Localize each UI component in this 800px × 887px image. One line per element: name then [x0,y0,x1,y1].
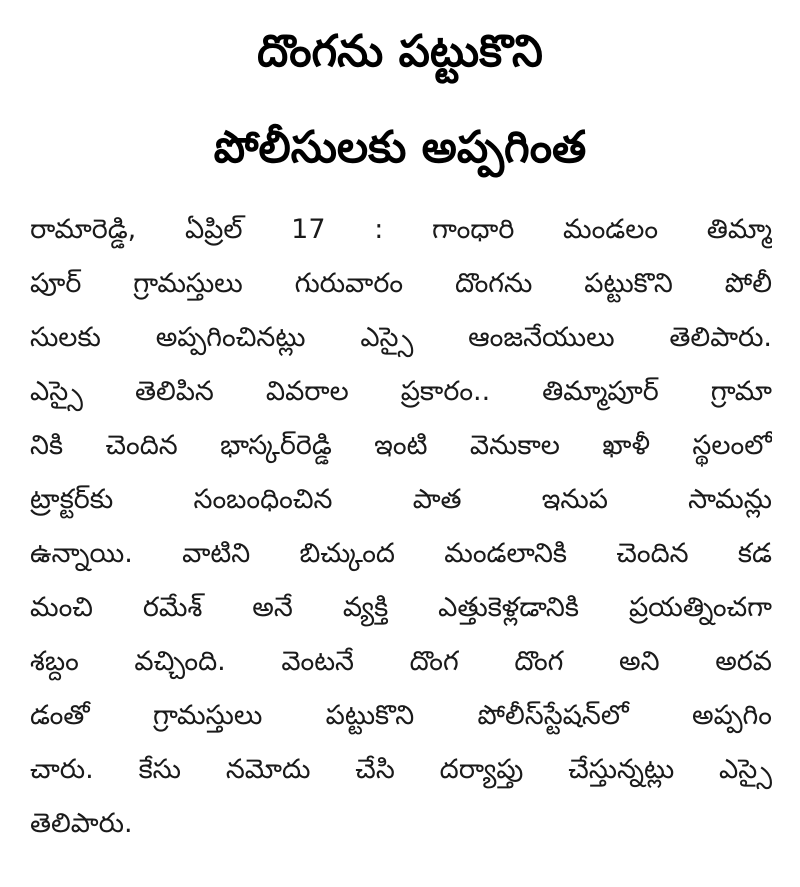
body-line: చారు. కేసు నమోదు చేసి దర్యాప్తు చేస్తున్నట్లు ఎస్సై [30,754,772,785]
body-line: రామారెడ్డి, ఏప్రిల్ 17 : గాంధారి మండలం తిమ్మా [30,214,772,245]
body-line: డంతో గ్రామస్తులు పట్టుకొని పోలీస్‌స్టేషన్‌లో అప్పగిం [30,700,772,731]
body-line: శబ్దం వచ్చింది. వెంటనే దొంగ దొంగ అని అరవ [30,646,772,677]
headline-line-2: పోలీసులకు అప్పగింత [213,122,587,173]
body-line: మంచి రమేశ్ అనే వ్యక్తి ఎత్తుకెళ్లడానికి ప్రయత్నించగా [30,592,772,623]
body-line: పూర్ గ్రామస్తులు గురువారం దొంగను పట్టుకొని పోలీ [30,268,772,299]
headline-line-1: దొంగను పట్టుకొని [257,26,543,77]
body-line: ఉన్నాయి. వాటిని బిచ్కుంద మండలానికి చెందిన కడ [30,538,772,569]
body-line: ట్రాక్టర్‌కు సంబంధించిన పాత ఇనుప సామన్లు [30,484,772,515]
body-line: తెలిపారు. [30,808,133,839]
body-line: ఎస్సై తెలిపిన వివరాల ప్రకారం.. తిమ్మాపూర్ గ్రామా [30,376,772,407]
body-line: సులకు అప్పగించినట్లు ఎస్సై ఆంజనేయులు తెలిపారు. [30,322,772,353]
article-body [30,203,772,851]
body-line: నికి చెందిన భాస్కర్‌రెడ్డి ఇంటి వెనుకాల ఖాళీ స్థలంలో [30,430,772,461]
